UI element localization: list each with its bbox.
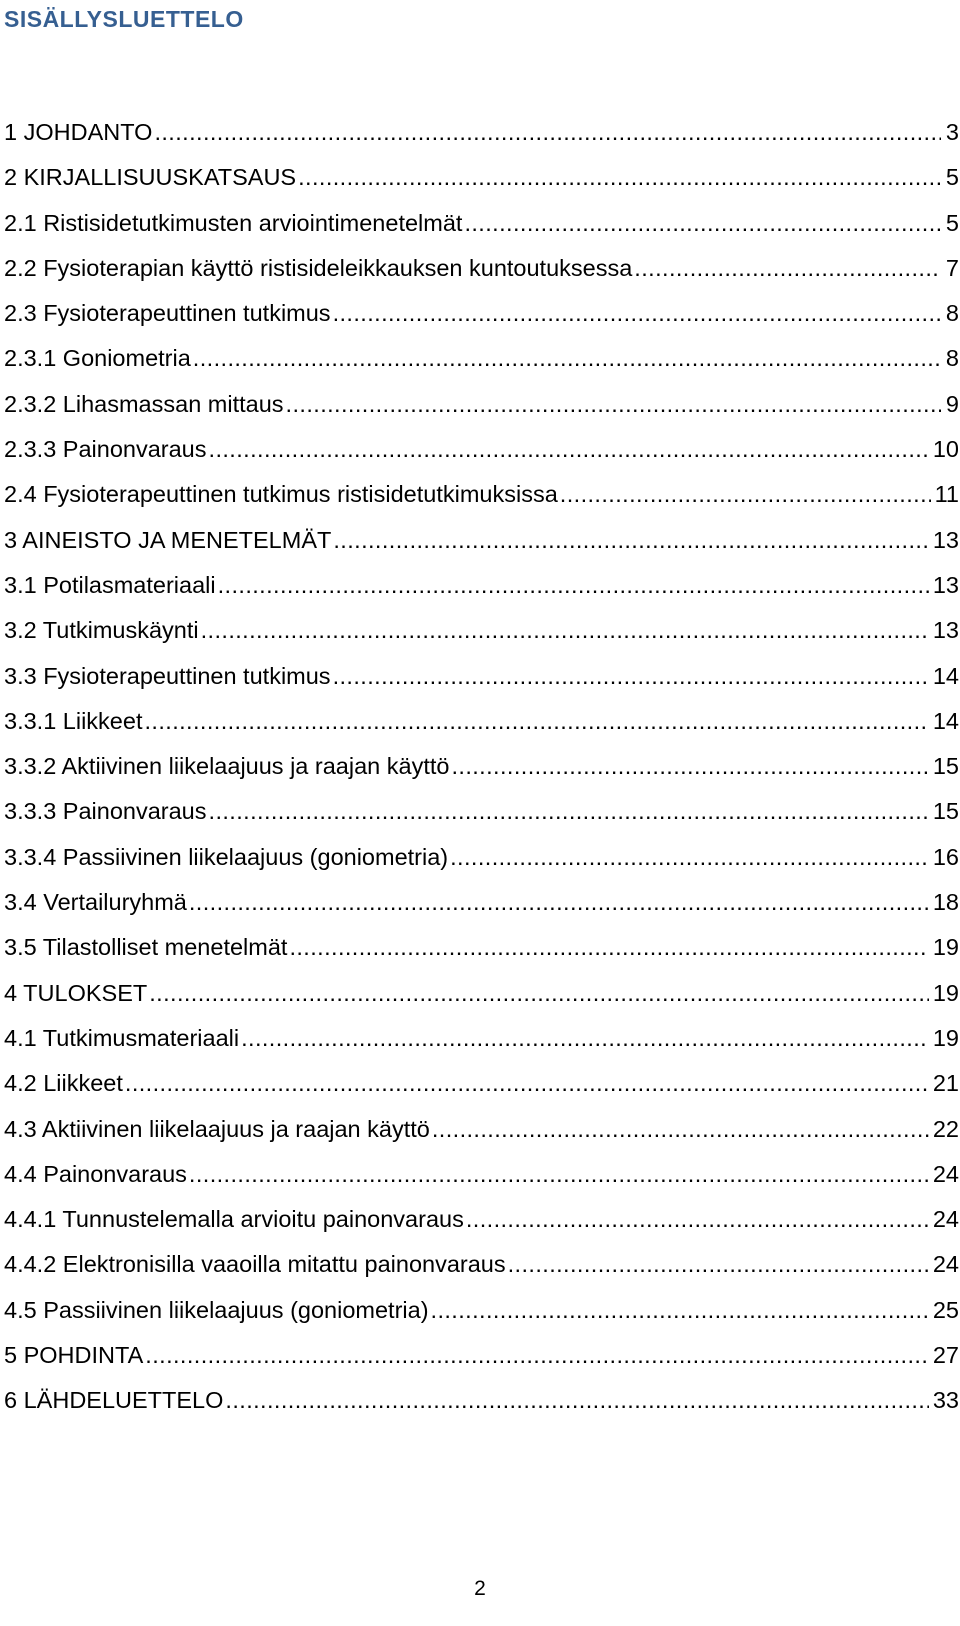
toc-entry-title[interactable]: 3 AINEISTO JA MENETELMÄT	[4, 526, 332, 553]
toc-entry[interactable]	[4, 297, 959, 342]
toc-entry[interactable]	[4, 795, 959, 840]
toc-entry-title[interactable]: 2.3.3 Painonvaraus	[4, 436, 207, 463]
toc-entry-page: 9	[945, 390, 959, 417]
toc-entry[interactable]	[4, 1339, 959, 1384]
toc-dot-leader	[333, 524, 929, 556]
toc-entry-title[interactable]: 2.4 Fysioterapeuttinen tutkimus ristisidetutkimuksissa	[4, 481, 558, 508]
toc-dot-leader	[508, 1248, 929, 1280]
toc-entry-title[interactable]: 3.2 Tutkimuskäynti	[4, 617, 199, 644]
toc-entry[interactable]	[4, 1067, 959, 1112]
toc-entry[interactable]	[4, 977, 959, 1022]
toc-entry-page: 11	[934, 481, 959, 508]
toc-entry-page: 16	[932, 843, 959, 870]
toc-entry-page: 24	[932, 1160, 959, 1187]
page-title: SISÄLLYSLUETTELO	[4, 6, 244, 32]
toc-entry-title[interactable]: 4.2 Liikkeet	[4, 1070, 123, 1097]
toc-entry[interactable]	[4, 750, 959, 795]
toc-entry-title[interactable]: 3.3 Fysioterapeuttinen tutkimus	[4, 662, 331, 689]
toc-entry-title[interactable]: 3.1 Potilasmateriaali	[4, 571, 216, 598]
toc-entry-page: 5	[945, 164, 959, 191]
toc-dot-leader	[289, 931, 928, 963]
toc-dot-leader	[225, 1384, 928, 1416]
toc-entry[interactable]	[4, 705, 959, 750]
toc-dot-leader	[241, 1022, 929, 1054]
toc-entry-title[interactable]: 4.1 Tutkimusmateriaali	[4, 1024, 240, 1051]
toc-entry-page: 18	[932, 889, 959, 916]
toc-dot-leader	[560, 478, 931, 510]
toc-dot-leader	[333, 297, 941, 329]
toc-dot-leader	[189, 886, 929, 918]
toc-entry-title[interactable]: 4.3 Aktiivinen liikelaajuus ja raajan käyttö	[4, 1115, 430, 1142]
toc-entry-title[interactable]: 2.1 Ristisidetutkimusten arviointimenetelmät	[4, 209, 463, 236]
toc-dot-leader	[464, 207, 941, 239]
toc-dot-leader	[634, 252, 941, 284]
toc-entry[interactable]	[4, 931, 959, 976]
toc-entry-page: 7	[945, 254, 959, 281]
toc-entry-page: 13	[932, 571, 959, 598]
toc-entry-page: 3	[945, 119, 959, 145]
toc-dot-leader	[125, 1067, 929, 1099]
toc-entry[interactable]	[4, 478, 959, 523]
toc-dot-leader	[149, 977, 929, 1009]
toc-entry-page: 14	[932, 707, 959, 734]
toc-dot-leader	[209, 433, 929, 465]
toc-entry-page: 13	[932, 617, 959, 644]
toc-entry[interactable]	[4, 524, 959, 569]
toc-entry[interactable]	[4, 161, 959, 206]
toc-dot-leader	[451, 750, 928, 782]
table-of-contents	[4, 116, 959, 1430]
toc-entry-page: 8	[945, 300, 959, 327]
toc-dot-leader	[145, 1339, 929, 1371]
toc-entry-title[interactable]: 3.3.1 Liikkeet	[4, 707, 143, 734]
toc-entry-title[interactable]: 2.3 Fysioterapeuttinen tutkimus	[4, 300, 331, 327]
toc-entry-page: 10	[932, 436, 959, 463]
toc-entry-page: 15	[932, 753, 959, 780]
toc-entry-title[interactable]: 3.5 Tilastolliset menetelmät	[4, 934, 288, 961]
toc-entry[interactable]	[4, 433, 959, 478]
toc-entry-title[interactable]: 3.3.2 Aktiivinen liikelaajuus ja raajan käyttö	[4, 753, 450, 780]
toc-dot-leader	[298, 161, 941, 193]
toc-entry[interactable]	[4, 116, 959, 161]
toc-dot-leader	[144, 705, 928, 737]
toc-dot-leader	[431, 1294, 929, 1326]
toc-entry-page: 33	[932, 1387, 959, 1414]
toc-dot-leader	[218, 569, 929, 601]
toc-entry-title[interactable]: 6 LÄHDELUETTELO	[4, 1387, 224, 1414]
toc-entry-page: 15	[932, 798, 959, 825]
toc-dot-leader	[432, 1113, 929, 1145]
toc-entry[interactable]	[4, 388, 959, 433]
toc-entry-title[interactable]: 4 TULOKSET	[4, 979, 148, 1006]
toc-entry[interactable]	[4, 1248, 959, 1293]
toc-entry-title[interactable]: 2.3.1 Goniometria	[4, 345, 191, 372]
toc-entry-title[interactable]: 2.3.2 Lihasmassan mittaus	[4, 390, 284, 417]
toc-entry-page: 13	[932, 526, 959, 553]
toc-entry-page: 5	[945, 209, 959, 236]
toc-entry-title[interactable]: 3.3.4 Passiivinen liikelaajuus (goniometria)	[4, 843, 449, 870]
toc-entry-title[interactable]: 2.2 Fysioterapian käyttö ristisideleikkauksen kuntoutuksessa	[4, 254, 633, 281]
toc-entry[interactable]	[4, 342, 959, 387]
toc-entry-title[interactable]: 3.3.3 Painonvaraus	[4, 798, 207, 825]
toc-entry-title[interactable]: 5 POHDINTA	[4, 1342, 144, 1369]
toc-entry-title[interactable]: 4.5 Passiivinen liikelaajuus (goniometria)	[4, 1296, 429, 1323]
toc-entry[interactable]	[4, 841, 959, 886]
toc-dot-leader	[333, 660, 929, 692]
toc-entry-page: 21	[932, 1070, 959, 1097]
toc-entry-page: 19	[932, 934, 959, 961]
toc-entry-page: 27	[932, 1342, 959, 1369]
toc-entry-page: 24	[932, 1206, 959, 1233]
toc-entry[interactable]	[4, 569, 959, 614]
toc-entry[interactable]	[4, 1158, 959, 1203]
toc-entry-title[interactable]: 4.4 Painonvaraus	[4, 1160, 187, 1187]
toc-entry[interactable]	[4, 207, 959, 252]
toc-entry[interactable]	[4, 1384, 959, 1429]
toc-entry[interactable]	[4, 1203, 959, 1248]
toc-entry-page: 14	[932, 662, 959, 689]
toc-entry[interactable]	[4, 886, 959, 931]
toc-dot-leader	[209, 795, 929, 827]
toc-entry-page: 22	[932, 1115, 959, 1142]
toc-entry[interactable]	[4, 1022, 959, 1067]
toc-entry-title[interactable]: 2 KIRJALLISUUSKATSAUS	[4, 164, 297, 191]
toc-entry[interactable]	[4, 614, 959, 659]
toc-entry-title[interactable]: 4.4.1 Tunnustelemalla arvioitu painonvaraus	[4, 1206, 464, 1233]
toc-dot-leader	[154, 116, 941, 148]
toc-dot-leader	[193, 342, 941, 374]
toc-dot-leader	[201, 614, 929, 646]
toc-entry-title[interactable]: 1 JOHDANTO	[4, 119, 153, 145]
toc-dot-leader	[466, 1203, 929, 1235]
page-number: 2	[474, 1577, 486, 1600]
toc-entry-page: 25	[932, 1296, 959, 1323]
toc-dot-leader	[189, 1158, 929, 1190]
toc-entry-page: 8	[945, 345, 959, 372]
toc-dot-leader	[286, 388, 941, 420]
toc-entry[interactable]	[4, 1113, 959, 1158]
toc-entry-page: 19	[932, 1024, 959, 1051]
toc-entry[interactable]	[4, 252, 959, 297]
toc-entry[interactable]	[4, 660, 959, 705]
toc-dot-leader	[450, 841, 929, 873]
toc-entry-page: 19	[932, 979, 959, 1006]
toc-entry-page: 24	[932, 1251, 959, 1278]
toc-entry-title[interactable]: 4.4.2 Elektronisilla vaaoilla mitattu painonvaraus	[4, 1251, 506, 1278]
toc-entry-title[interactable]: 3.4 Vertailuryhmä	[4, 889, 187, 916]
toc-entry[interactable]	[4, 1294, 959, 1339]
